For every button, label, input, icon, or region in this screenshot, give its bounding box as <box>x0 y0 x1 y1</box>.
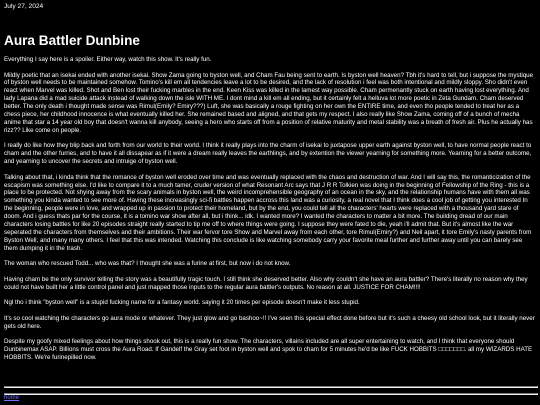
post-date: July 27, 2024 <box>4 3 44 10</box>
blog-post <box>4 3 536 369</box>
footer-divider-bottom <box>4 393 538 395</box>
post-paragraph: Ngl tho i think "byston well" is a stupid fucking name for a fantasy world. saying it 20 times per episode doesn't make it less stupid. <box>4 299 360 307</box>
post-body <box>4 56 536 362</box>
post-paragraph: Talking about that, i kinda think that the romance of byston well eroded over time and was eventually replaced with the chaos and destruction of war. And I will say this, the romanticization of the escapism was something else. I'd like to compare it to a much tamer, cruder version of what Resonant Arc says that J R R Tolkien was doing in the beginning of Fellowship of the Ring - this is a place to be protected. Not shying away from the scary animals in byston well, the weird incomprehensible geography of an ocean in the sky, and the relationship humans have with them all was something you kinda wanted to see more of. Having these increasingly sci-fi battles happen accross this land was a curiosity, a real novel that I think does a cool job of getting you interested In the beginning, people were in love, and wrapped up in passion to protect their homeland, but by the end, you could tell all the characters' hearts were replaced with a thousand yard stare of doom. And i guess thats par for the course, it is a tomino war show after all, but i think... idk. I wanted more? I wanted the characters to matter a bit more. The building dread of our main characters losing battles for like 20 episodes straight really started to tip me off to where things were going. I suppose they were fated to die, yeah i'll admit that. But it's almost like the war seperated the characters from themselves and their ambitions. Their war fervor tore Show and Marvel away from each other, tore Rimul(Emiry?) and Neil apart, it tore Emily's nasty parents from Byston Well, and many many others. I feel that this was intended. Watching this conclude is like watching somebody carry your favorite meal further and further away until you can barely see them dumping it in the trash. <box>4 173 532 252</box>
post-title: Aura Battler Dunbine <box>4 33 140 48</box>
post-paragraph: The woman who rescued Todd... who was that? I thought she was a furine at first, but now i do not know. <box>4 260 291 268</box>
post-paragraph: Mildly poetic that an isekai ended with another isekai. Show Zama going to byston well, and Cham Fau being sent to earth. Is byston well heaven? Tbh it's hard to tell, but i suppose the mystique of byston well needs to be maintained somehow. Tomino's kill em all tendencies leave a lot to be desired, and the lack of resolution i feel was both intentional and mildly sloppy. Sho didn't even react when Marvel was killed. Shot and Ben lost their fucking marbles in the end. Keen Kiss was killed in the lamest way possible. Cham permenantly stuck on earth having lost everything. And lady Lapana did a mad suicide attack instead of walking down the isle WITH ME. I dont mind a kill em all ending, but it certainly felt a helluva lot more poetic in Zeta Gundam. Cham deserved better. The only death i thought made sense was Rimul(Emily? Emiry???) Luft, she was basically a rouge fighting on her own the ENTIRE time, and even tho people tended to treat her as a chess piece, her childhood innocence is what eventually killed her. She remained based and aligned, and that gets my respect. I also really like Show Zama, coming off of a bunch of mecha anime that star a 14 year old boy that doesn't wanna kill anybody, seeing a hero who starts off from a position of relative maturity and metal stability was a breath of fresh air. Plus he actually has rizz?? Like come on people. <box>4 71 534 134</box>
post-paragraph: It's so cool watching the characters go aura mode or whatever. They just glow and go bashoo~!! I've seen this special effect done before but it's such a cheesy old school look, but it literally never gets old here. <box>4 314 535 330</box>
post-paragraph: Everything I say here is a spoiler. Either way, watch this show. It's really fun. <box>4 56 212 63</box>
post-paragraph: Having cham be the only survivor telling the story was a beautifully tragic touch. I still think she deserved better. Also why couldn't she have an aura battler? There's literally no reason why they could not have built her a little control panel and just mapped those inputs to the regular aura battler's outputs. No reason at all. JUSTICE FOR CHAM!!!! <box>4 275 528 291</box>
post-paragraph: Despite my goofy mixed feelings about how things shook out, this is a really fun show. The characters, villains included are all super entertaining to watch, and I think that everyone should Dunbinemax ASAP. Billions must cross the Aura Road. If Gandelf the Gray set foot in byston well and spok to cham for 5 minutes he'd be like FUCK HOBBITS □□□□□□□. all my WIZARDS HATE HOBBITS. We're furinepilled now. <box>4 338 533 361</box>
post-paragraph: I really do like how they blip back and forth from our world to their world. I think it really plays into the charm of isekai to juxtapose upper earth against byston well, to have normal people react to cham and the other furries, and to have it all dissapear as if it were a dream really leaves the earthlings, and by extention the viewer yearning for something more. Yearning for a better outcome, and yearning to uncover the secrets and intruige of byston well. <box>4 142 532 166</box>
home-link[interactable]: home <box>4 395 20 401</box>
footer-divider-top <box>4 386 538 388</box>
